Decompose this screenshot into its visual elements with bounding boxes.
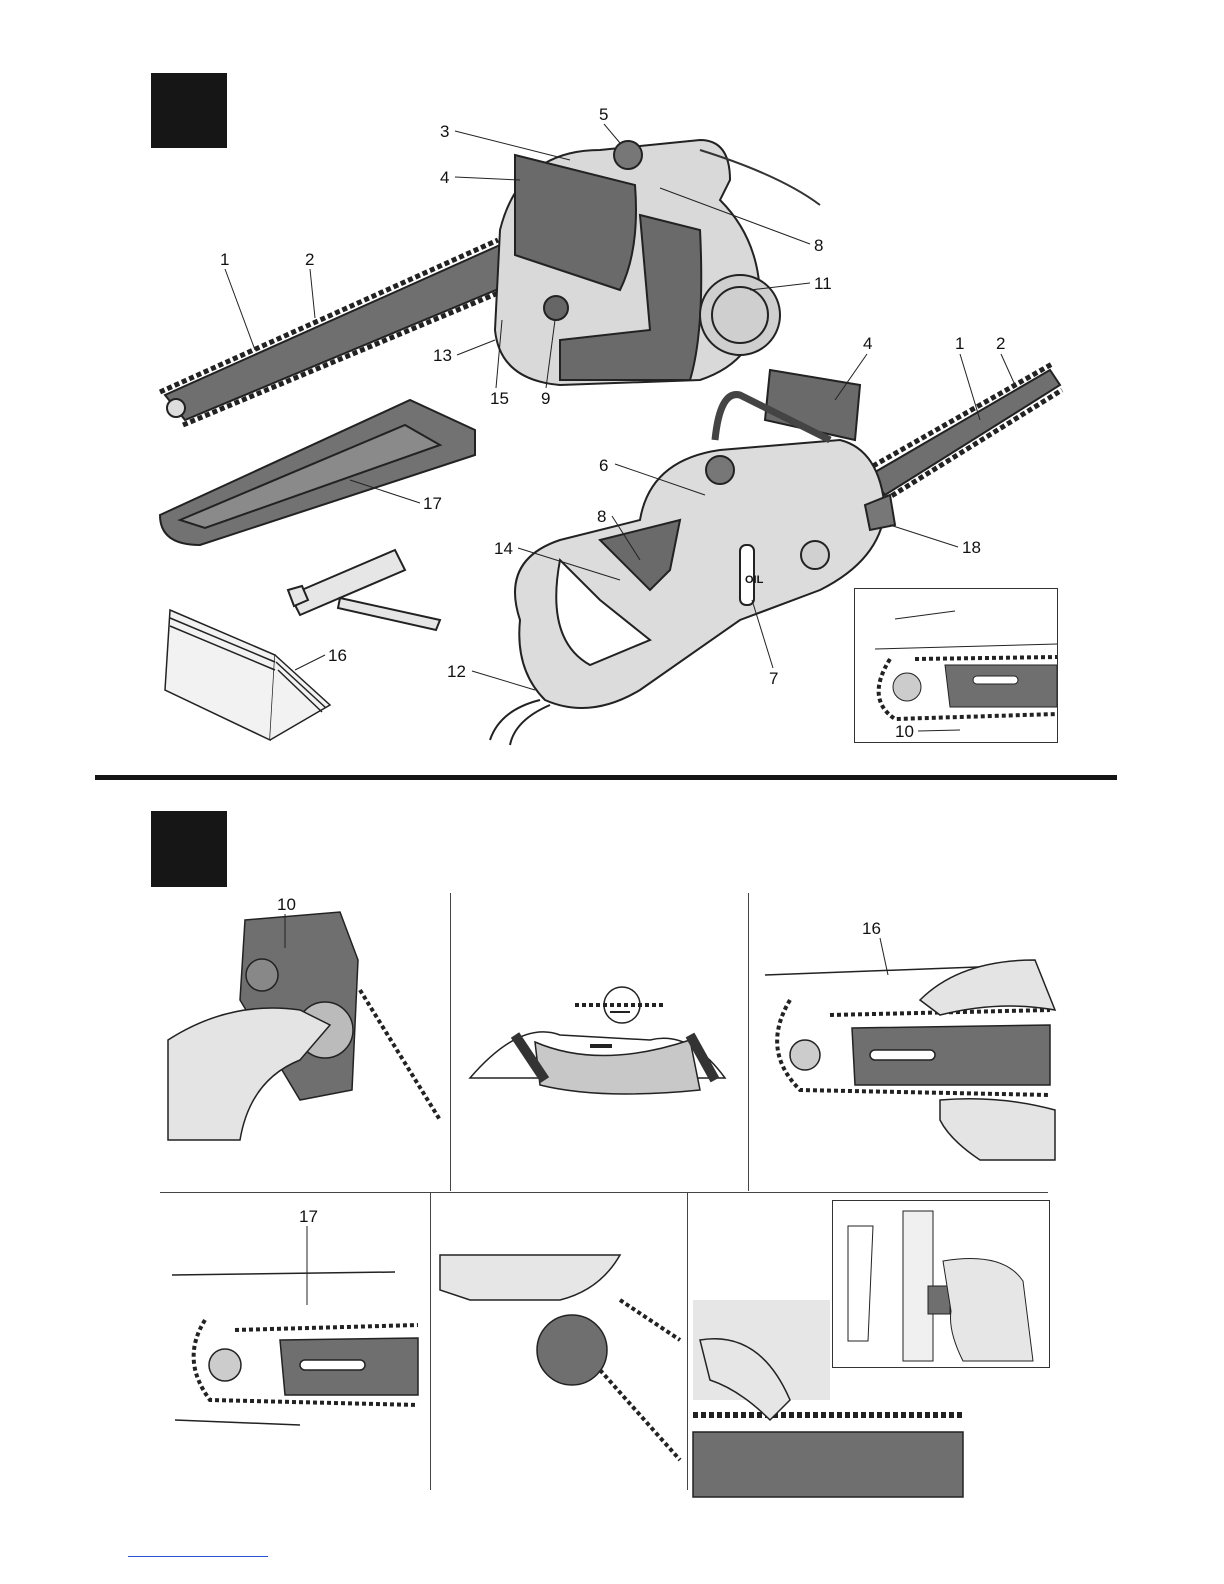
callout-5: 5 bbox=[599, 105, 609, 124]
callout-17: 17 bbox=[423, 494, 442, 513]
callout-p4-17: 17 bbox=[299, 1207, 318, 1226]
footer-link-underline bbox=[128, 1556, 268, 1557]
callout-3: 3 bbox=[440, 122, 450, 141]
callout-13: 13 bbox=[433, 346, 452, 365]
callout-p1-10: 10 bbox=[277, 895, 296, 914]
callout-11: 11 bbox=[814, 274, 832, 293]
callout-4b: 4 bbox=[863, 334, 873, 353]
callout-1b: 1 bbox=[955, 334, 965, 353]
callout-18: 18 bbox=[962, 538, 981, 557]
callout-9: 9 bbox=[541, 389, 551, 408]
callout-8: 8 bbox=[814, 236, 824, 255]
callout-15: 15 bbox=[490, 389, 509, 408]
callout-7: 7 bbox=[769, 669, 779, 688]
callout-12: 12 bbox=[447, 662, 466, 681]
callout-4: 4 bbox=[440, 168, 450, 187]
callout-16: 16 bbox=[328, 646, 347, 665]
callout-1: 1 bbox=[220, 250, 230, 269]
callout-6: 6 bbox=[599, 456, 609, 475]
callout-8b: 8 bbox=[597, 507, 607, 526]
callout-oil-label: OIL bbox=[745, 574, 764, 586]
callout-2b: 2 bbox=[996, 334, 1006, 353]
callout-2: 2 bbox=[305, 250, 315, 269]
callout-10: 10 bbox=[895, 722, 914, 741]
callout-14: 14 bbox=[494, 539, 513, 558]
callout-p3-16: 16 bbox=[862, 919, 881, 938]
